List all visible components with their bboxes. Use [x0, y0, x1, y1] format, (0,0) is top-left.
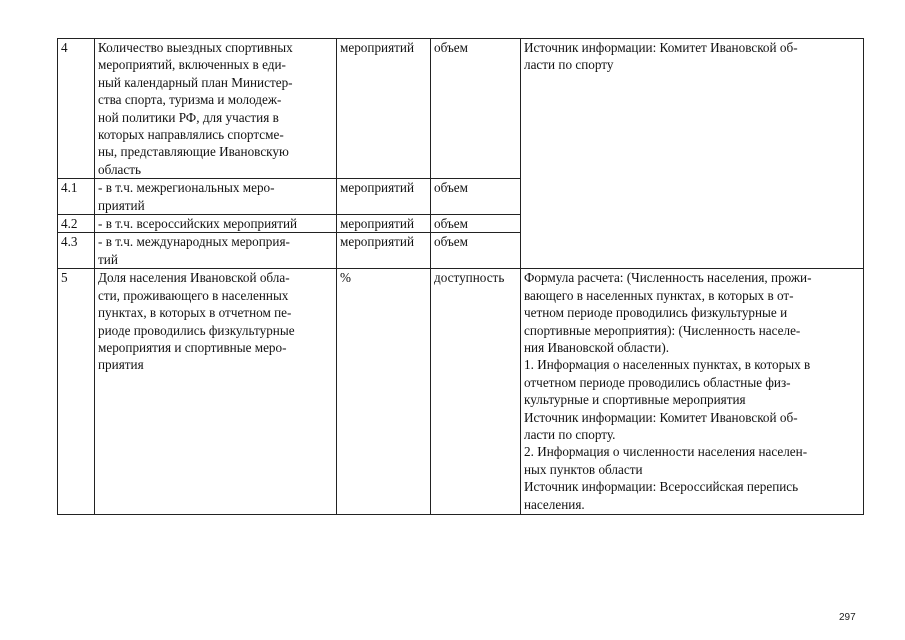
source-line: Формула расчета: (Численность населения, прожи-	[524, 270, 812, 286]
unit-cell	[337, 233, 431, 269]
source-line: спортивные мероприятия): (Численность населе-	[524, 322, 801, 338]
unit-value: мероприятий	[340, 216, 415, 232]
unit-value: мероприятий	[340, 234, 415, 250]
indicator-name-line: приятий	[98, 197, 145, 213]
indicator-name-line: тий	[98, 251, 118, 267]
indicator-name-line: которых направлялись спортсме-	[98, 127, 284, 143]
type-cell	[431, 233, 521, 269]
indicator-name-line: - в т.ч. межрегиональных меро-	[98, 180, 275, 196]
row-number-cell	[58, 39, 95, 179]
source-line: Источник информации: Комитет Ивановской об-	[524, 40, 798, 55]
source-line: Источник информации: Всероссийская перепись	[524, 479, 799, 495]
indicator-name-line: риоде проводились физкультурные	[98, 322, 295, 338]
indicator-name-cell	[95, 215, 337, 233]
indicator-name-cell	[95, 233, 337, 269]
source-line: ласти по спорту.	[524, 426, 616, 442]
row-number-cell	[58, 269, 95, 515]
row-number: 4.1	[61, 180, 78, 196]
type-cell	[431, 39, 521, 179]
type-cell	[431, 269, 521, 515]
indicator-name-line: ства спорта, туризма и молодеж-	[98, 92, 282, 108]
row-number-cell	[58, 179, 95, 215]
row-number-cell	[58, 215, 95, 233]
page-number: 297	[839, 612, 856, 623]
row-number-cell	[58, 233, 95, 269]
unit-value: %	[340, 270, 351, 286]
source-line: четном периоде проводились физкультурные и	[524, 305, 788, 321]
indicator-name-line: ный календарный план Министер-	[98, 74, 293, 90]
indicator-name-line: Доля населения Ивановской обла-	[98, 270, 290, 286]
indicators-table	[57, 38, 864, 515]
indicator-name-cell	[95, 179, 337, 215]
source-line: 1. Информация о населенных пунктах, в которых в	[524, 357, 811, 373]
type-value: доступность	[434, 270, 505, 286]
unit-cell	[337, 179, 431, 215]
row-number: 4.2	[61, 216, 78, 232]
source-line: Источник информации: Комитет Ивановской об-	[524, 409, 798, 425]
type-value: объем	[434, 40, 468, 55]
indicator-name-cell	[95, 269, 337, 515]
row-number: 4.3	[61, 234, 78, 250]
source-line: ласти по спорту	[524, 57, 614, 73]
source-cell	[521, 269, 864, 515]
type-value: объем	[434, 216, 468, 232]
source-line: 2. Информация о численности населения населен-	[524, 444, 808, 460]
type-cell	[431, 179, 521, 215]
indicator-name-line: мероприятий, включенных в еди-	[98, 57, 286, 73]
indicator-name-cell	[95, 39, 337, 179]
source-cell	[521, 39, 864, 269]
table-row	[58, 269, 864, 515]
unit-cell	[337, 215, 431, 233]
row-number: 5	[61, 270, 68, 286]
type-value: объем	[434, 180, 468, 196]
unit-cell	[337, 269, 431, 515]
row-number: 4	[61, 40, 68, 55]
indicator-name-line: приятия	[98, 357, 144, 373]
source-line: вающего в населенных пунктах, в которых в от-	[524, 287, 794, 303]
source-line: ных пунктов области	[524, 461, 643, 477]
unit-value: мероприятий	[340, 180, 415, 196]
source-line: населения.	[524, 496, 585, 512]
unit-cell	[337, 39, 431, 179]
indicator-name-line: Количество выездных спортивных	[98, 40, 293, 55]
source-line: отчетном периоде проводились областные физ-	[524, 374, 791, 390]
indicator-name-line: область	[98, 161, 142, 177]
indicator-name-line: ны, представляющие Ивановскую	[98, 144, 289, 160]
indicator-name-line: мероприятия и спортивные меро-	[98, 339, 287, 355]
source-line: ния Ивановской области).	[524, 339, 670, 355]
unit-value: мероприятий	[340, 40, 415, 55]
indicator-name-line: сти, проживающего в населенных	[98, 287, 289, 303]
indicator-name-line: - в т.ч. международных мероприя-	[98, 234, 290, 250]
type-cell	[431, 215, 521, 233]
type-value: объем	[434, 234, 468, 250]
indicator-name-line: пунктах, в которых в отчетном пе-	[98, 305, 292, 321]
table-row	[58, 39, 864, 179]
indicator-name-line: - в т.ч. всероссийских мероприятий	[98, 216, 298, 232]
source-line: культурные и спортивные мероприятия	[524, 392, 746, 408]
indicator-name-line: ной политики РФ, для участия в	[98, 109, 279, 125]
